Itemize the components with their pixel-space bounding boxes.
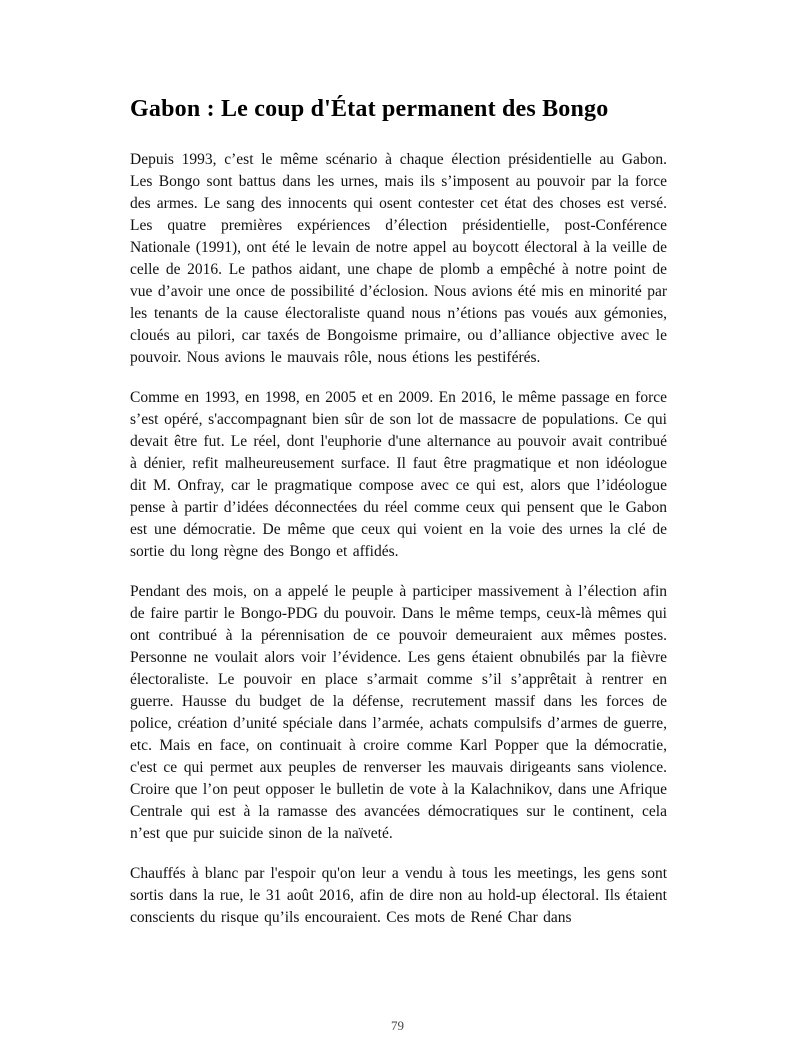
page-footer — [0, 1017, 795, 1035]
paragraph-3: Pendant des mois, on a appelé le peuple à participer massivement à l’élection afin de faire partir le Bongo-PDG du pouvoir. Dans le même temps, ceux-là mêmes qui ont contribué à la pérennisation de ce pouvoir demeuraient aux mêmes postes. Personne ne voulait alors voir l’évidence. Les gens étaient obnubilés par la fièvre électoraliste. Le pouvoir en place s’armait comme s’il s’apprêtait à rentrer en guerre. Hausse du budget de la défense, recrutement massif dans les forces de police, création d’unité spéciale dans l’armée, achats compulsifs d’armes de guerre, etc. Mais en face, on continuait à croire comme Karl Popper que la démocratie, c'est ce qui permet aux peuples de renverser les mauvais dirigeants sans violence. Croire que l’on peut opposer le bulletin de vote à la Kalachnikov, dans une Afrique Centrale qui est à la ramasse des avancées démocratiques sur le continent, cela n’est que pur suicide sinon de la naïveté. — [130, 583, 667, 842]
page-content — [130, 96, 667, 947]
paragraph-4: Chauffés à blanc par l'espoir qu'on leur a vendu à tous les meetings, les gens sont sortis dans la rue, le 31 août 2016, afin de dire non au hold-up électoral. Ils étaient conscients du risque qu’ils encouraient. Ces mots de René Char dans — [130, 865, 667, 926]
page-number: 79 — [391, 1018, 404, 1033]
paragraph-1: Depuis 1993, c’est le même scénario à chaque élection présidentielle au Gabon. Les Bongo sont battus dans les urnes, mais ils s’imposent au pouvoir par la force des armes. Le sang des innocents qui osent contester cet état des choses est versé. Les quatre premières expériences d’élection présidentielle, post-Conférence Nationale (1991), ont été le levain de notre appel au boycott électoral à la veille de celle de 2016. Le pathos aidant, une chape de plomb a empêché à notre point de vue d’avoir une once de possibilité d’éclosion. Nous avions été mis en minorité par les tenants de la cause électoraliste quand nous n’étions pas voués aux gémonies, cloués au pilori, car taxés de Bongoisme primaire, ou d’alliance objective avec le pouvoir. Nous avions le mauvais rôle, nous étions les pestiférés. — [130, 151, 667, 366]
paragraph-2: Comme en 1993, en 1998, en 2005 et en 2009. En 2016, le même passage en force s’est opéré, s'accompagnant bien sûr de son lot de massacre de populations. Ce qui devait être fut. Le réel, dont l'euphorie d'une alternance au pouvoir avait contribué à dénier, refit malheureusement surface. Il faut être pragmatique et non idéologue dit M. Onfray, car le pragmatique compose avec ce qui est, alors que l’idéologue pense à partir d’idées déconnectées du réel comme ceux qui pensent que le Gabon est une démocratie. De même que ceux qui voient en la voie des urnes la clé de sortie du long règne des Bongo et affidés. — [130, 389, 667, 560]
page-title: Gabon : Le coup d'État permanent des Bongo — [130, 96, 609, 122]
